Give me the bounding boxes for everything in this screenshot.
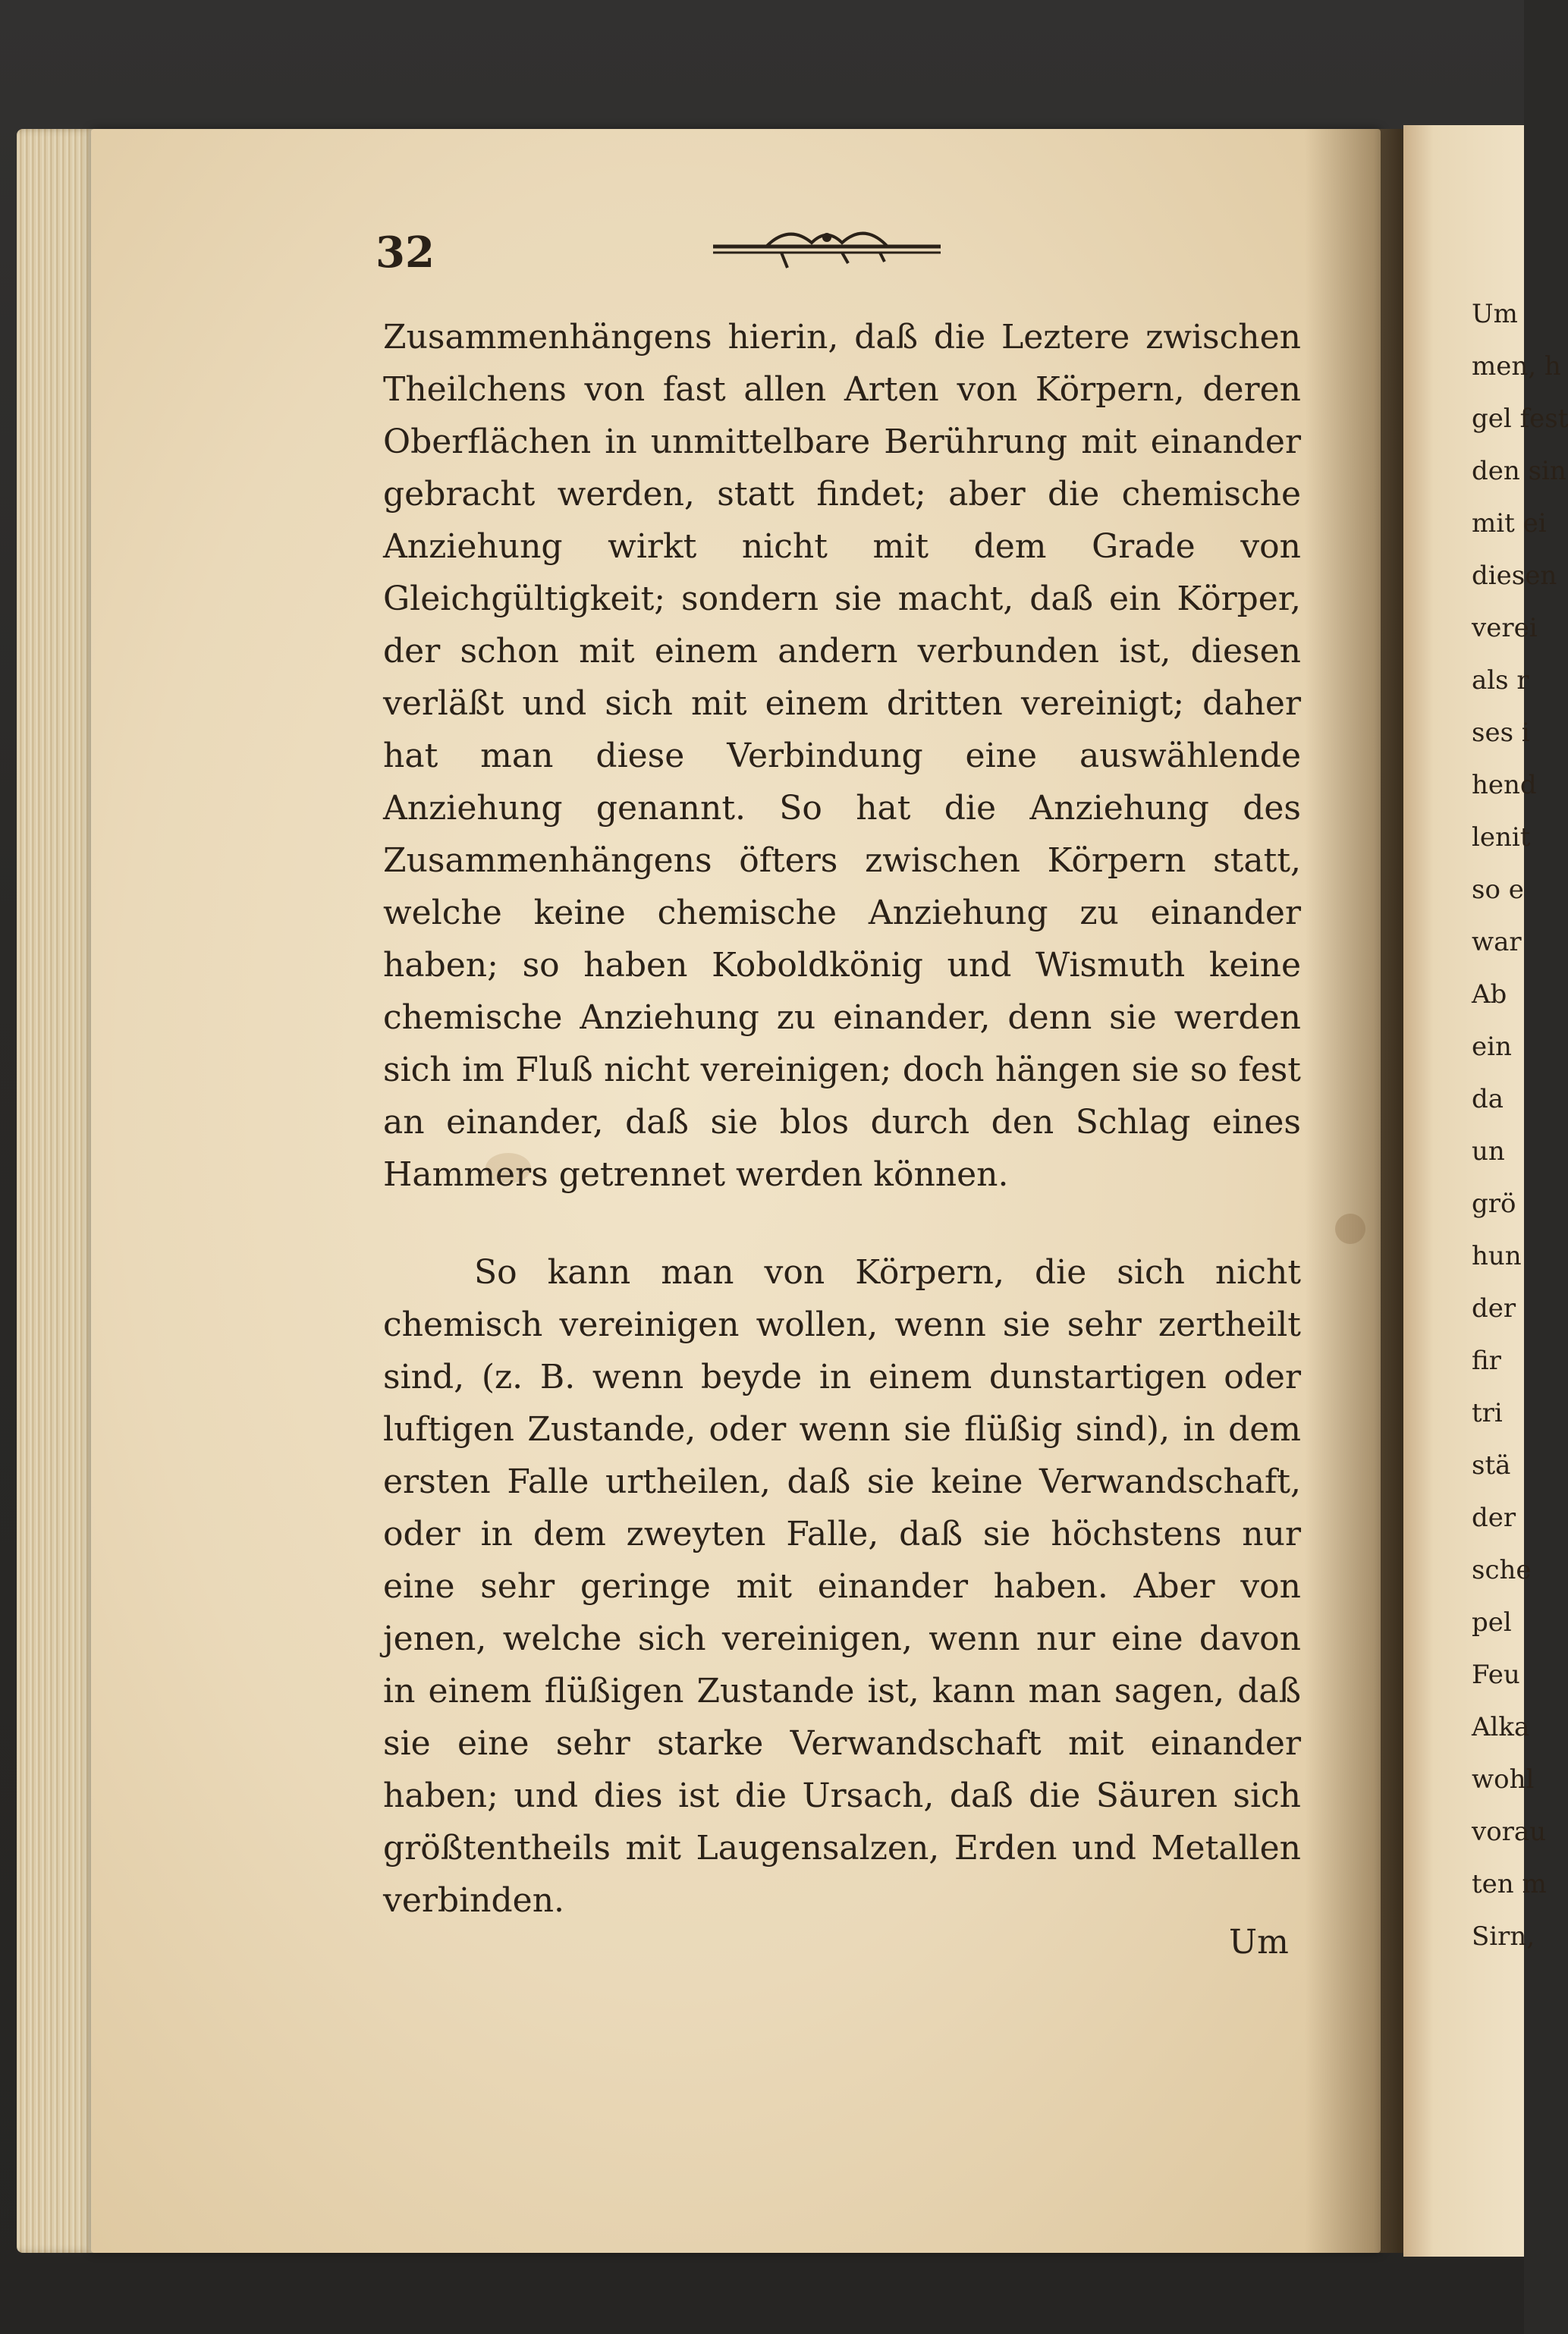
fragment-line: Ab — [1472, 979, 1507, 1010]
fragment-line: Um — [1472, 299, 1518, 329]
fragment-line: wohl — [1472, 1764, 1535, 1795]
fragment-line: den sin — [1472, 456, 1566, 486]
fragment-line: hun — [1472, 1241, 1522, 1271]
fragment-line: un — [1472, 1136, 1505, 1167]
paragraph: Zusammenhängens hierin, daß die Leztere zwischen Theilchens von fast allen Arten von Körpern, deren Oberflächen in unmittelbare Berührung mit einander gebracht werden, statt findet; aber die chemische Anziehung wirkt nicht mit dem Grade von Gleichgültigkeit; sondern sie macht, daß ein Körper, der schon mit einem andern verbunden ist, diesen verläßt und sich mit einem dritten vereinigt; daher hat man diese Verbindung eine auswählende Anziehung genannt. So hat die Anziehung des Zusammenhängens öfters zwischen Körpern statt, welche keine chemische Anziehung zu einander haben; so haben Koboldkönig und Wismuth keine chemische Anziehung zu einander, denn sie werden sich im Fluß nicht vereinigen; doch hängen sie so fest an einander, daß sie blos durch den Schlag eines Hammers getrennet werden können. — [383, 318, 1301, 1194]
fragment-line: Alka — [1472, 1712, 1530, 1742]
fragment-line: mit ei — [1472, 508, 1547, 539]
fragment-line: pel — [1472, 1607, 1512, 1638]
fragment-line: tri — [1472, 1398, 1503, 1428]
fragment-line: der — [1472, 1503, 1516, 1533]
fragment-line: men, h — [1472, 351, 1561, 382]
ornament-icon — [705, 216, 948, 277]
fragment-line: sche — [1472, 1555, 1532, 1585]
catchword: Um — [1229, 1923, 1289, 1962]
fragment-line: gel fest — [1472, 404, 1568, 434]
paragraph: So kann man von Körpern, die sich nicht chemisch vereinigen wollen, wenn sie sehr zertheilt sind, (z. B. wenn beyde in einem dunstartigen oder luftigen Zustande, oder wenn sie flüßig sind), in dem ersten Falle urtheilen, daß sie keine Verwandschaft, oder in dem zweyten Falle, daß sie höchstens nur eine sehr geringe mit einander haben. Aber von jenen, welche sich vereinigen, wenn nur eine davon in einem flüßigen Zustande ist, kann man sagen, daß sie eine sehr starke Verwandschaft mit einander haben; und dies ist die Ursach, daß die Säuren sich größtentheils mit Laugensalzen, Erden und Metallen verbinden. — [383, 1253, 1301, 1920]
fragment-line: ten m — [1472, 1869, 1547, 1899]
fragment-line: vorau — [1472, 1817, 1547, 1847]
fragment-line: da — [1472, 1084, 1504, 1114]
fragment-line: fir — [1472, 1346, 1501, 1376]
fragment-line: ses i — [1472, 718, 1530, 748]
fragment-line: Sirn, — [1472, 1921, 1535, 1952]
fragment-line: verei — [1472, 613, 1538, 643]
fragment-line: Feu — [1472, 1660, 1520, 1690]
fragment-line: diesen — [1472, 561, 1557, 591]
fragment-line: war — [1472, 927, 1522, 957]
fragment-line: lenit — [1472, 822, 1531, 853]
body-text — [383, 311, 1301, 1927]
fragment-line: hend — [1472, 770, 1537, 800]
right-page-fragments — [1472, 288, 1568, 1963]
fragment-line: stä — [1472, 1450, 1511, 1481]
fragment-line: ein — [1472, 1032, 1512, 1062]
fragment-line: grö — [1472, 1189, 1516, 1219]
fragment-line: so e — [1472, 875, 1524, 905]
fragment-line: als r — [1472, 665, 1529, 696]
page-number: 32 — [376, 228, 435, 278]
fragment-line: der — [1472, 1293, 1516, 1324]
gutter-shadow — [1305, 129, 1403, 2253]
